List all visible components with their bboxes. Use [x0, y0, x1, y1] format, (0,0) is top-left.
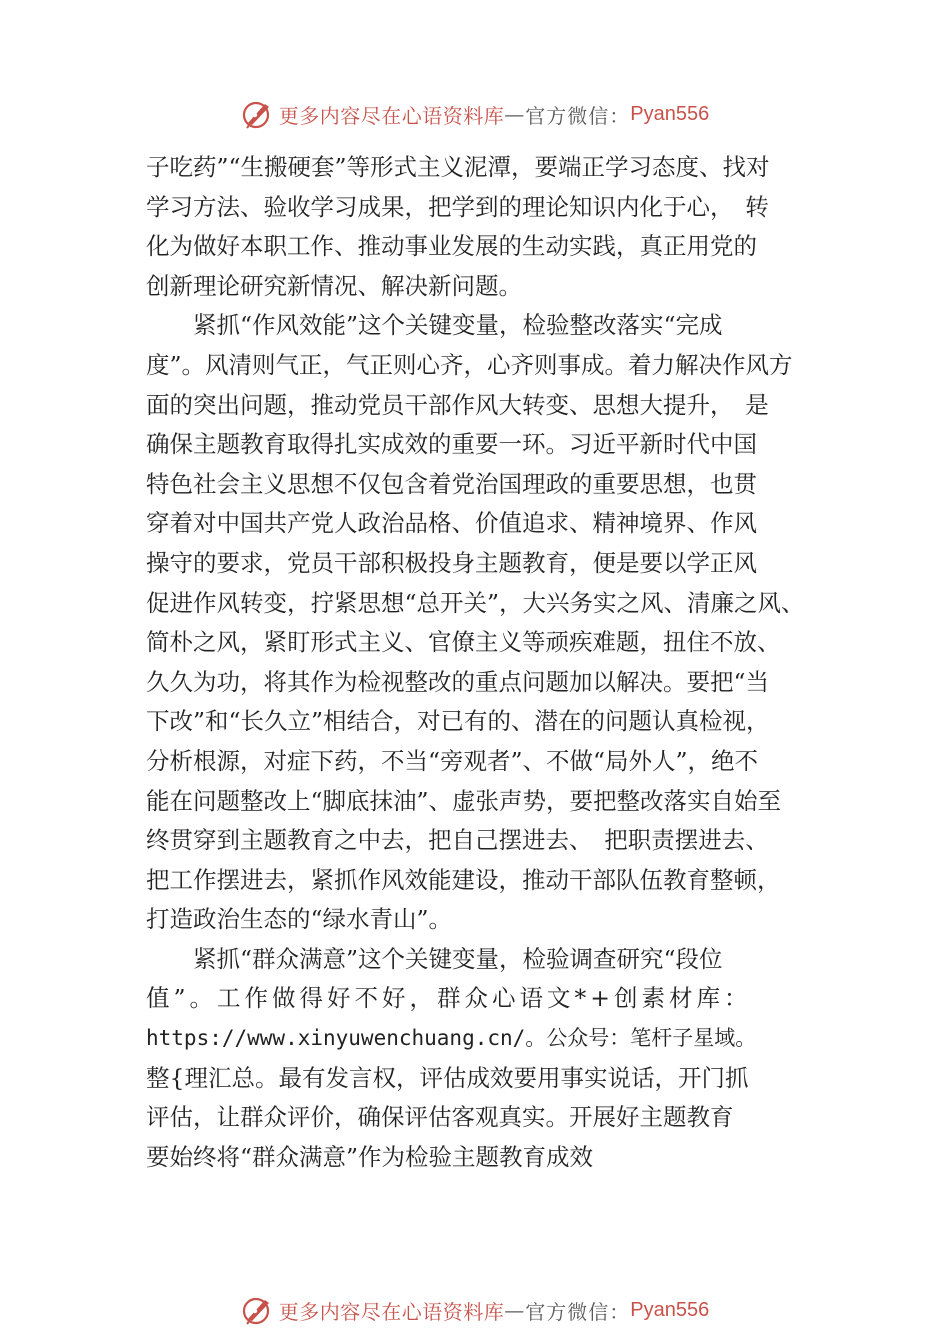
text-line: 化为做好本职工作、推动事业发展的生动实践，真正用党的: [146, 232, 757, 261]
document-body: [146, 148, 836, 1177]
header-separator: —: [504, 102, 526, 126]
text-line: 把工作摆进去，紧抓作风效能建设，推动干部队伍教育整顿，: [146, 865, 781, 894]
paragraph-start-line: 紧抓“作风效能”这个关键变量，检验整改落实“完成: [193, 311, 723, 340]
text-line: 特色社会主义思想不仅包含着党治国理政的重要思想，也贯: [146, 469, 757, 498]
header-wechat-label: 官方微信：: [525, 103, 631, 128]
text-line: 值”。工作做得好不好，群众心语文*+创素材库：: [146, 984, 752, 1013]
footer-wechat-id: Pyan556: [630, 1298, 710, 1321]
text-line: 终贯穿到主题教育之中去，把自己摆进去、 把职责摆进去、: [146, 826, 769, 855]
footer-wechat-label: 官方微信：: [525, 1299, 631, 1324]
header-banner: [0, 94, 950, 134]
paragraph-start-line: 紧抓“群众满意”这个关键变量，检验调查研究“段位: [193, 944, 723, 973]
text-line: 能在问题整改上“脚底抹油”、虚张声势，要把整改落实自始至: [146, 786, 782, 815]
text-line: 面的突出问题，推动党员干部作风大转变、思想大提升， 是: [146, 390, 769, 419]
text-line: 简朴之风，紧盯形式主义、官僚主义等顽疾难题，扭住不放、: [146, 628, 781, 657]
text-line: 子吃药”“生搬硬套”等形式主义泥潭，要端正学习态度、找对: [146, 153, 770, 181]
footer-separator: —: [504, 1298, 526, 1322]
text-line: 打造政治生态的“绿水青山”。: [146, 905, 453, 934]
text-line: 促进作风转变，拧紧思想“总开关”，大兴务实之风、清廉之风、: [146, 588, 805, 617]
pen-circle-logo-icon: [241, 1293, 275, 1327]
text-line: 评估，让群众评价，确保评估客观真实。开展好主题教育: [146, 1103, 734, 1132]
text-line: 创新理论研究新情况、解决新问题。: [146, 271, 522, 300]
url-line: https://www.xinyuwenchuang.cn/。公众号：笔杆子星域。: [146, 1026, 757, 1051]
text-line: 要始终将“群众满意”作为检验主题教育成效: [146, 1142, 594, 1171]
header-site-text: 更多内容尽在心语资料库: [278, 103, 505, 128]
footer-site-text: 更多内容尽在心语资料库: [278, 1299, 505, 1324]
text-line: 分析根源，对症下药，不当“旁观者”、不做“局外人”，绝不: [146, 746, 759, 775]
footer-banner: [0, 1290, 950, 1330]
text-line: 确保主题教育取得扎实成效的重要一环。习近平新时代中国: [146, 430, 757, 459]
text-line: 整{理汇总。最有发言权，评估成效要用事实说话，开门抓: [146, 1063, 749, 1092]
text-line: 学习方法、验收学习成果，把学到的理论知识内化于心， 转: [146, 192, 769, 221]
pen-circle-logo-icon: [241, 97, 275, 131]
text-line: 操守的要求，党员干部积极投身主题教育，便是要以学正风: [146, 548, 757, 577]
text-line: 下改”和“长久立”相结合，对已有的、潜在的问题认真检视，: [146, 707, 770, 736]
header-wechat-id: Pyan556: [630, 102, 710, 125]
text-line: 度”。风清则气正，气正则心齐，心齐则事成。着力解决作风方: [146, 350, 793, 379]
text-line: 久久为功，将其作为检视整改的重点问题加以解决。要把“当: [146, 667, 770, 696]
text-line: 穿着对中国共产党人政治品格、价值追求、精神境界、作风: [146, 509, 757, 538]
